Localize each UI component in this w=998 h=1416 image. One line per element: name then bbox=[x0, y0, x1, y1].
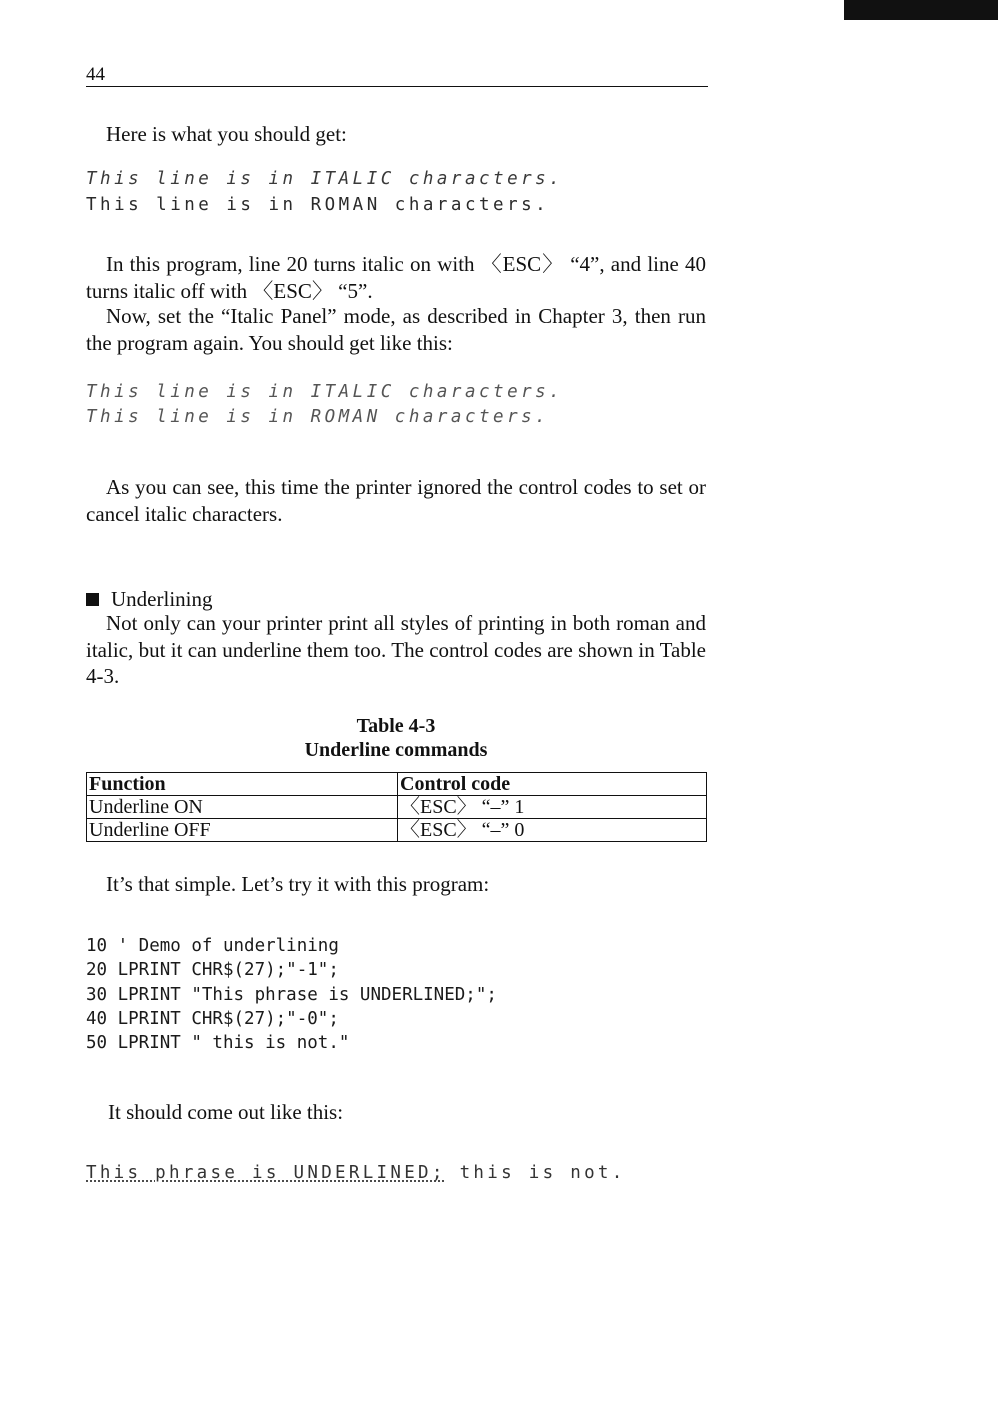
table-cell-control-code: 〈ESC〉 “–” 0 bbox=[398, 819, 707, 842]
table-row bbox=[87, 819, 707, 842]
paragraph-italic-panel bbox=[86, 303, 706, 356]
paragraph-come-out-text: It should come out like this: bbox=[108, 1100, 344, 1124]
table-cell-function: Underline ON bbox=[87, 796, 398, 819]
program-line: 10 ' Demo of underlining bbox=[86, 936, 339, 956]
program-line: 30 LPRINT "This phrase is UNDERLINED;"; bbox=[86, 985, 497, 1005]
paragraph-underline-intro bbox=[86, 610, 706, 690]
output3-underlined-text: This phrase is UNDERLINED; bbox=[86, 1163, 446, 1183]
section-heading-underlining bbox=[86, 586, 212, 612]
paragraph-italic-on-off bbox=[86, 251, 706, 304]
output3-line bbox=[86, 1160, 626, 1186]
paragraph-ignored-text: As you can see, this time the printer ignored the control codes to set or cancel italic characters. bbox=[86, 475, 706, 526]
square-bullet-icon bbox=[86, 593, 99, 606]
paragraph-come-out bbox=[88, 1099, 708, 1126]
section-heading-text: Underlining bbox=[111, 587, 213, 611]
paragraph-italic-panel-text: Now, set the “Italic Panel” mode, as described in Chapter 3, then run the program again. You should get like this: bbox=[86, 304, 706, 355]
paragraph-underline-intro-text: Not only can your printer print all styles of printing in both roman and italic, but it can underline them too. The control codes are shown in Table 4-3. bbox=[86, 611, 706, 688]
paragraph-simple bbox=[86, 871, 706, 898]
table-cell-control-code: 〈ESC〉 “–” 1 bbox=[398, 796, 707, 819]
table-header-row bbox=[87, 773, 707, 796]
paragraph-italic-on-off-text: In this program, line 20 turns italic on with 〈ESC〉 “4”, and line 40 turns italic off with 〈ESC〉 “5”. bbox=[86, 252, 706, 303]
output1-line2: This line is in ROMAN characters. bbox=[86, 195, 550, 215]
output2-line2: This line is in ROMAN characters. bbox=[86, 407, 550, 427]
paragraph-simple-text: It’s that simple. Let’s try it with this program: bbox=[106, 872, 490, 896]
table-header-control-code: Control code bbox=[398, 773, 707, 796]
table-row bbox=[87, 796, 707, 819]
underline-commands-table bbox=[86, 772, 707, 842]
header-rule bbox=[86, 86, 708, 87]
paragraph-ignored bbox=[86, 474, 706, 527]
table-number: Table 4-3 bbox=[356, 715, 436, 737]
output2-line1: This line is in ITALIC characters. bbox=[86, 382, 564, 402]
paragraph-intro bbox=[86, 121, 706, 148]
program-line: 40 LPRINT CHR$(27);"-0"; bbox=[86, 1009, 339, 1029]
table-header-function: Function bbox=[87, 773, 398, 796]
table-title: Underline commands bbox=[304, 739, 488, 761]
page-corner-mark bbox=[844, 0, 998, 20]
output3-plain-text: this is not. bbox=[445, 1163, 626, 1183]
page-number: 44 bbox=[86, 64, 105, 85]
table-cell-function: Underline OFF bbox=[87, 819, 398, 842]
program-line: 20 LPRINT CHR$(27);"-1"; bbox=[86, 960, 339, 980]
paragraph-intro-text: Here is what you should get: bbox=[106, 122, 347, 146]
output1-line1: This line is in ITALIC characters. bbox=[86, 169, 564, 189]
program-line: 50 LPRINT " this is not." bbox=[86, 1033, 350, 1053]
